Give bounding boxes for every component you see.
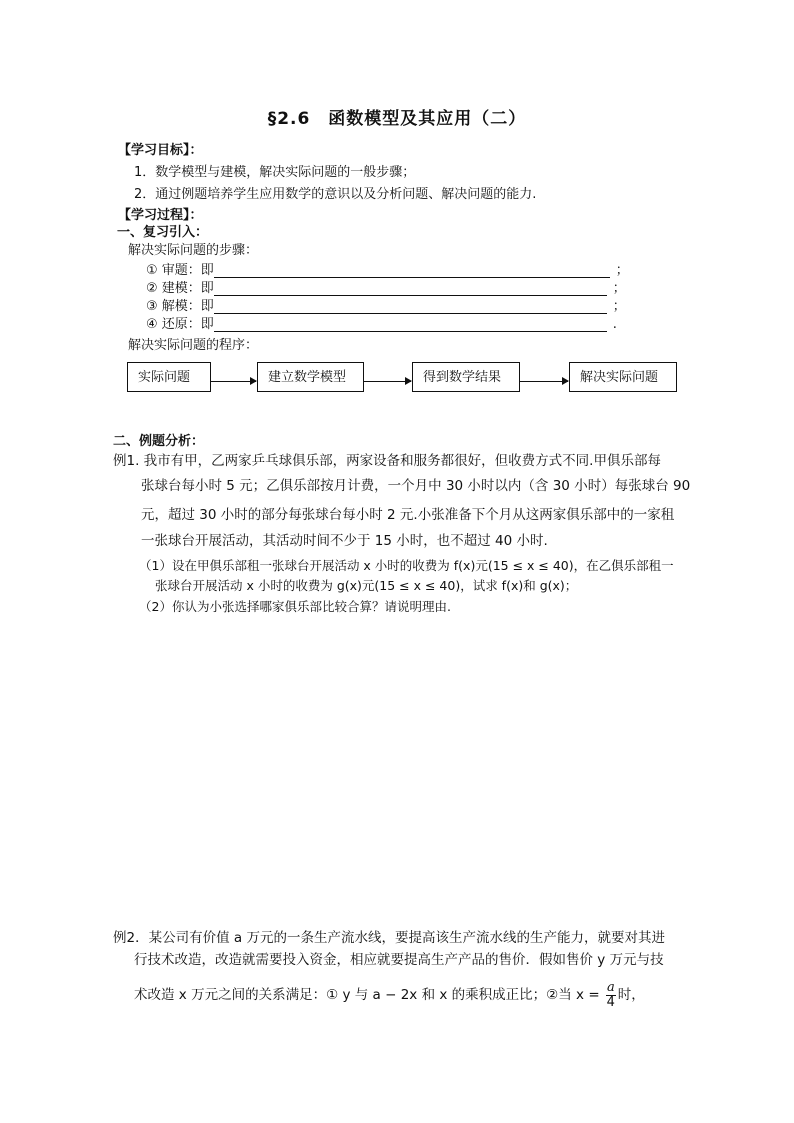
step-row xyxy=(146,277,626,296)
example2-line3-text: 术改造 x 万元之间的关系满足：① y 与 a − 2x 和 x 的乘积成正比；②当 x = xyxy=(134,987,600,1003)
flow-arrow xyxy=(364,381,411,382)
process-heading: 【学习过程】： xyxy=(118,208,203,223)
question-2: （2）你认为小张选择哪家俱乐部比较合算？请说明理由. xyxy=(139,599,451,614)
goals-heading: 【学习目标】： xyxy=(118,143,203,158)
question-1-line2: 张球台开展活动 x 小时的收费为 g(x)元(15 ≤ x ≤ 40)，试求 f(x)和 g(x)； xyxy=(155,578,578,593)
example1-line: 例1. 我市有甲，乙两家乒乓球俱乐部，两家设备和服务都很好，但收费方式不同.甲俱乐部每 xyxy=(113,453,661,469)
step-end: . xyxy=(612,317,617,332)
example2-line: 行技术改造，改造就需要投入资金，相应就要提高生产产品的售价．假如售价 y 万元与技 xyxy=(134,952,664,968)
step-end: ； xyxy=(612,299,626,314)
example2-line3-end: 时， xyxy=(617,987,645,1003)
step-label: ③ 解模：即 xyxy=(146,299,214,314)
flow-arrow xyxy=(211,381,256,382)
fraction-numerator: a xyxy=(606,979,615,995)
step-label: ① 审题：即 xyxy=(146,263,214,278)
answer-blank[interactable] xyxy=(214,263,610,278)
flow-box-solution: 解决实际问题 xyxy=(569,362,677,392)
fraction-a-over-4 xyxy=(606,981,616,1010)
program-intro: 解决实际问题的程序： xyxy=(128,338,259,353)
goal-item: 2．通过例题培养学生应用数学的意识以及分析问题、解决问题的能力. xyxy=(134,187,537,202)
step-label: ② 建模：即 xyxy=(146,281,214,296)
answer-blank[interactable] xyxy=(214,299,607,314)
example2-line3 xyxy=(134,976,645,1014)
goal-item: 1．数学模型与建模，解决实际问题的一般步骤； xyxy=(134,165,416,180)
review-heading: 一、复习引入： xyxy=(117,225,209,240)
example1-line: 一张球台开展活动，其活动时间不少于 15 小时，也不超过 40 小时. xyxy=(141,533,548,549)
answer-blank[interactable] xyxy=(214,317,607,332)
examples-heading: 二、例题分析： xyxy=(113,434,205,449)
step-label: ④ 还原：即 xyxy=(146,317,214,332)
flow-box-problem: 实际问题 xyxy=(127,362,211,392)
fraction-denominator: 4 xyxy=(606,994,615,1010)
example1-line: 张球台每小时 5 元；乙俱乐部按月计费，一个月中 30 小时以内（含 30 小时）每张球台 90 xyxy=(141,478,691,494)
step-row xyxy=(146,313,617,332)
example2-line: 例2．某公司有价值 a 万元的一条生产流水线，要提高该生产流水线的生产能力，就要对其进 xyxy=(113,930,665,946)
step-end: ； xyxy=(612,281,626,296)
flow-box-model: 建立数学模型 xyxy=(257,362,364,392)
steps-intro: 解决实际问题的步骤： xyxy=(128,243,259,258)
step-end: ； xyxy=(615,263,629,278)
step-row xyxy=(146,295,626,314)
flow-arrow xyxy=(520,381,568,382)
answer-blank[interactable] xyxy=(214,281,607,296)
page-title: §2.6 函数模型及其应用（二） xyxy=(267,109,527,129)
example1-line: 元，超过 30 小时的部分每张球台每小时 2 元.小张准备下个月从这两家俱乐部中的一家租 xyxy=(141,507,675,523)
flow-box-result: 得到数学结果 xyxy=(412,362,520,392)
step-row xyxy=(146,259,629,278)
question-1-line1: （1）设在甲俱乐部租一张球台开展活动 x 小时的收费为 f(x)元(15 ≤ x ≤ 40)，在乙俱乐部租一 xyxy=(139,558,674,573)
